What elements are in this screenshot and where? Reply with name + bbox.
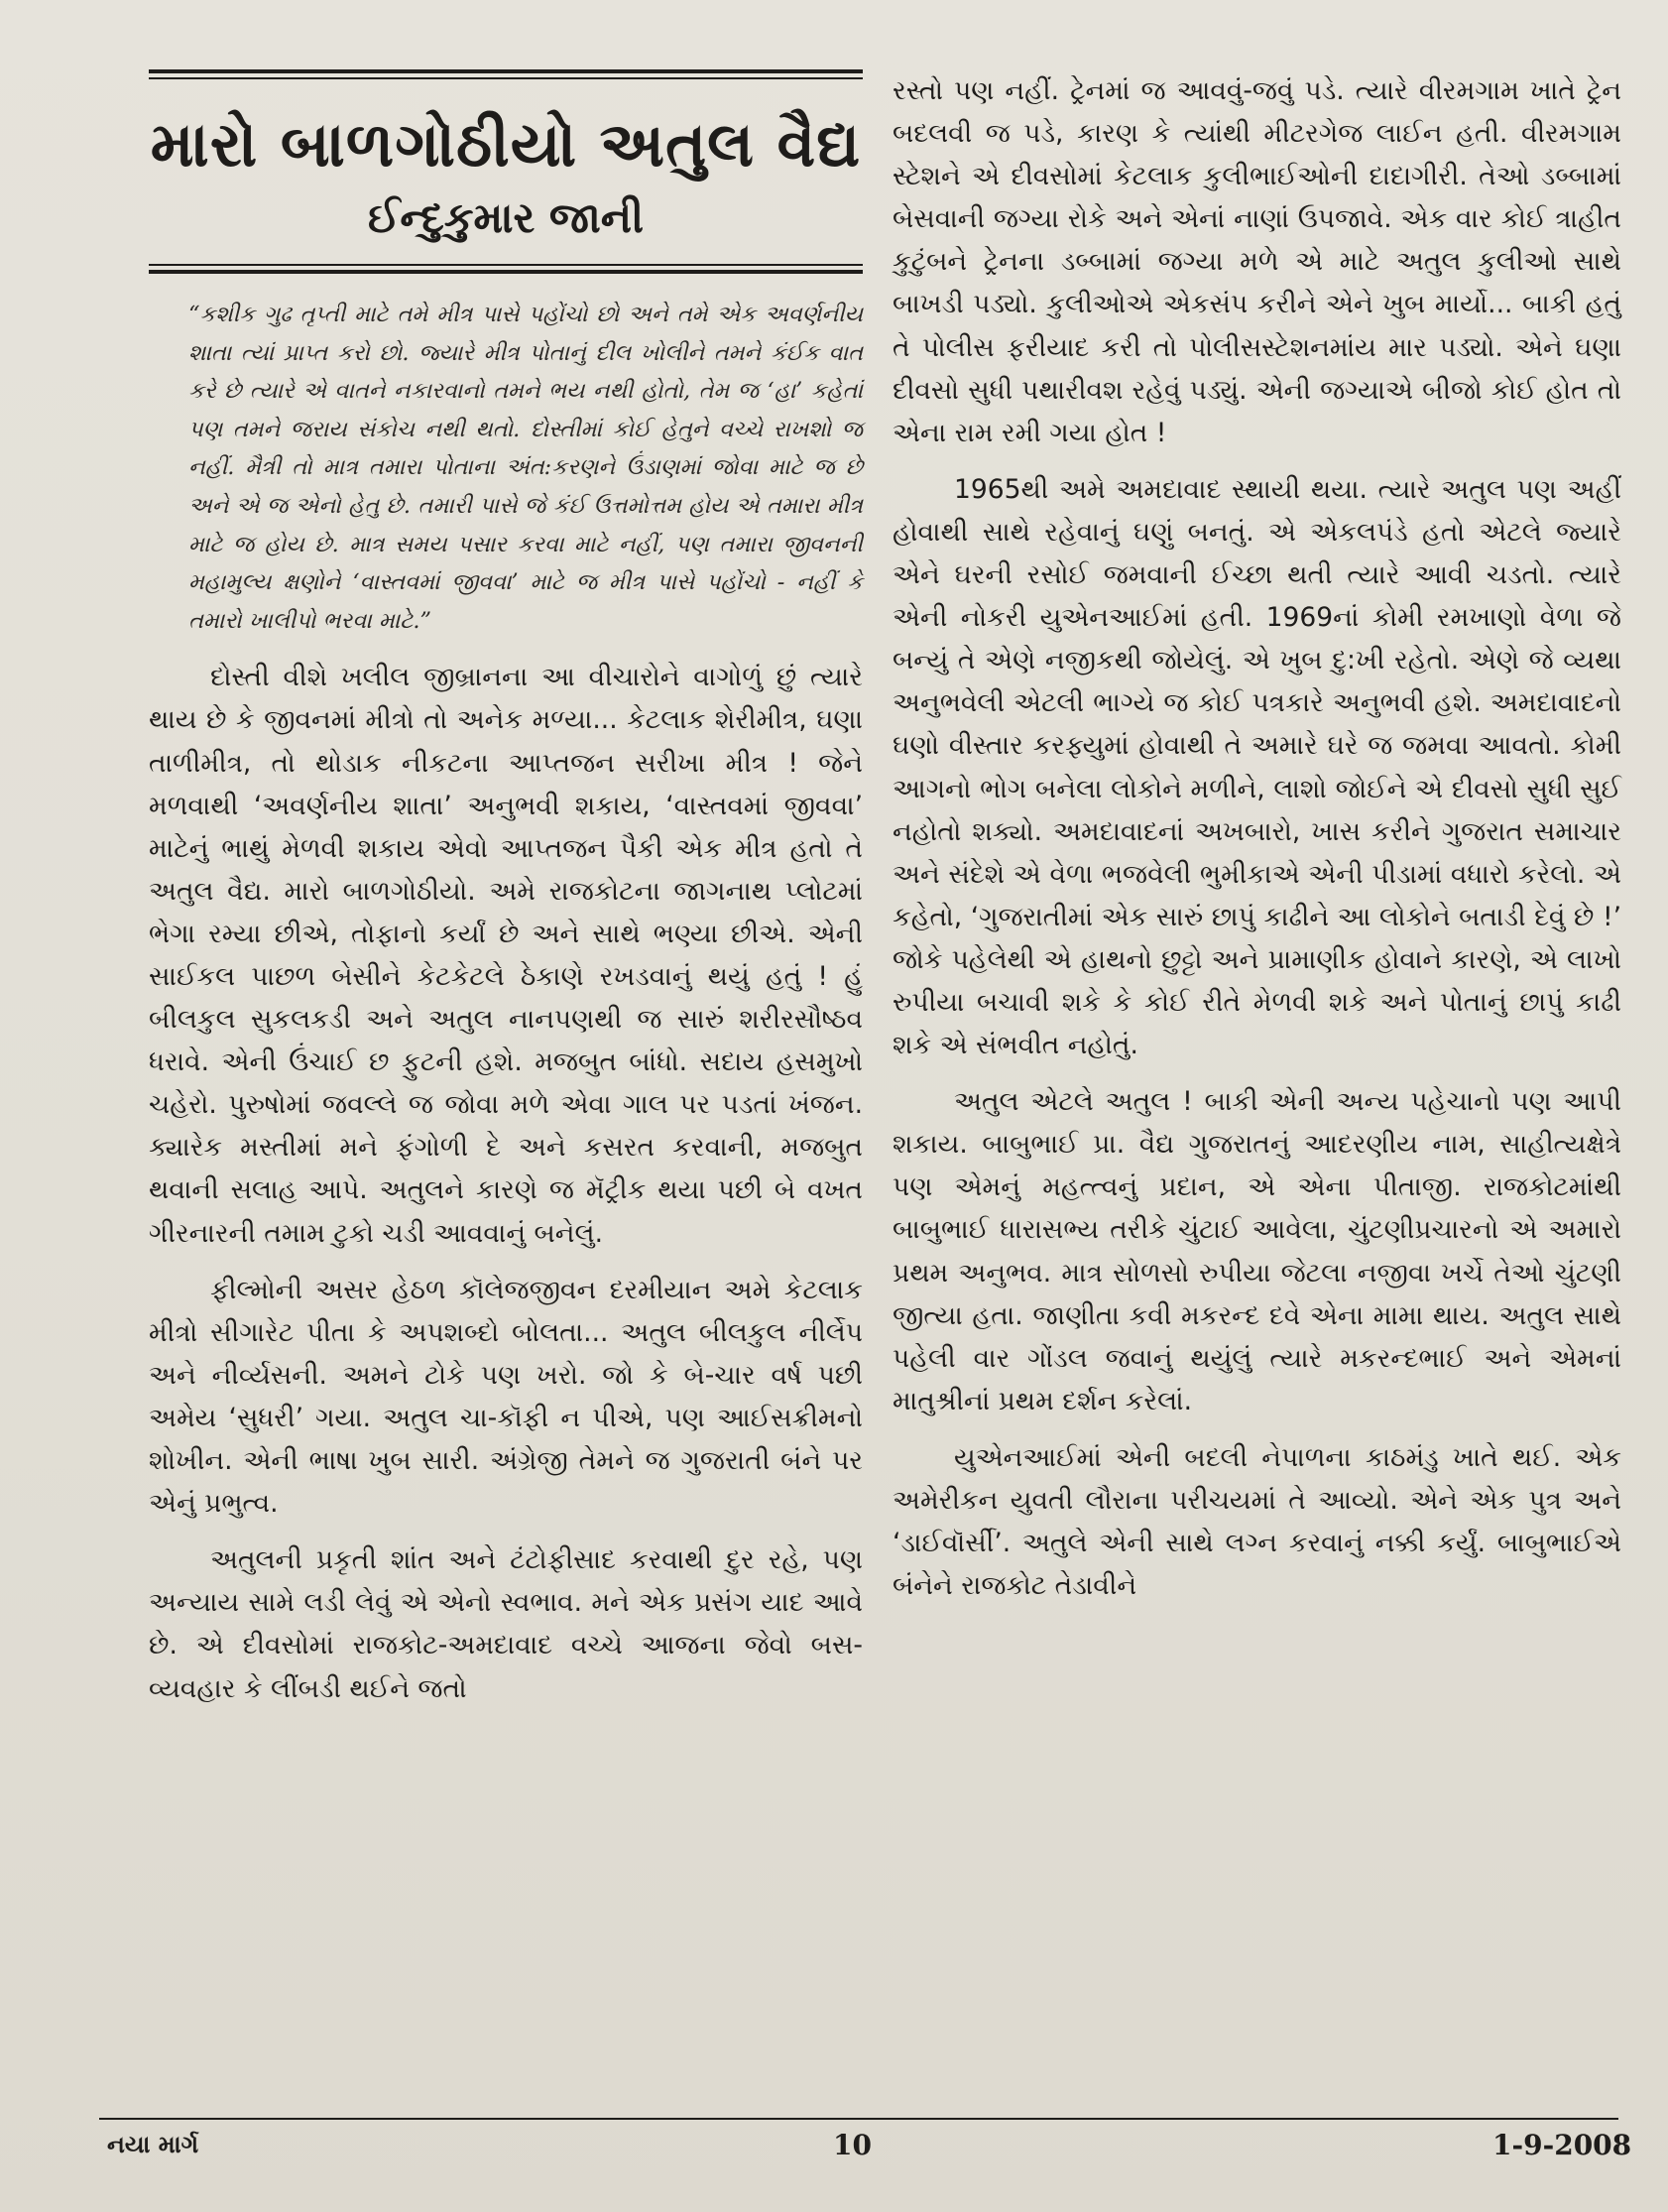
title-rule [149,270,863,274]
article-title: મારો બાળગોઠીયો અતુલ વૈદ્ય [150,108,862,181]
left-column [149,69,863,1724]
title-rule [149,264,863,266]
title-rule [149,77,863,79]
issue-date: 1-9-2008 [1492,2129,1632,2161]
body-paragraph: દોસ્તી વીશે ખલીલ જીબ્રાનના આ વીચારોને વાગોળું છું ત્યારે થાય છે કે જીવનમાં મીત્રો તો અનેક મળ્યા... કેટલાક શેરીમીત્ર, ઘણા તાળીમીત્ર, તો થોડાક નીકટના આપ્તજન સરીખા મીત્ર ! જેને મળવાથી ‘અવર્ણનીય શાતા’ અનુભવી શકાય, ‘વાસ્તવમાં જીવવા’ માટેનું ભાથું મેળવી શકાય એવો આપ્તજન પૈકી એક મીત્ર હતો તે અતુલ વૈદ્ય. મારો બાળગોઠીયો. અમે રાજકોટના જાગનાથ પ્લોટમાં ભેગા રમ્યા છીએ, તોફાનો કર્યાં છે અને સાથે ભણ્યા છીએ. એની સાઈકલ પાછળ બેસીને કેટકેટલે ઠેકાણે રખડવાનું થયું હતું ! હું બીલકુલ સુકલકડી અને અતુલ નાનપણથી જ સારું શરીરસૌષ્ઠવ ધરાવે. એની ઉંચાઈ છ ફુટની હશે. મજબુત બાંધો. સદાય હસમુખો ચહેરો. પુરુષોમાં જવલ્લે જ જોવા મળે એવા ગાલ પર પડતાં ખંજન. ક્યારેક મસ્તીમાં મને ફંગોળી દે અને કસરત કરવાની, મજબુત થવાની સલાહ આપે. અતુલને કારણે જ મૅટ્રીક થયા પછી બે વખત ગીરનારની તમામ ટુકો ચડી આવવાનું બનેલું. [149,662,863,1249]
footer-rule [99,2118,1618,2120]
body-paragraph: અતુલ એટલે અતુલ ! બાકી એની અન્ય પહેચાનો પણ આપી શકાય. બાબુભાઈ પ્રા. વૈદ્ય ગુજરાતનું આદરણીય નામ, સાહીત્યક્ષેત્રે પણ એમનું મહત્ત્વનું પ્રદાન, એ એના પીતાજી. રાજકોટમાંથી બાબુભાઈ ધારાસભ્ય તરીકે ચુંટાઈ આવેલા, ચુંટણીપ્રચારનો એ અમારો પ્રથમ અનુભવ. માત્ર સોળસો રુપીયા જેટલા નજીવા ખર્ચે તેઓ ચુંટણી જીત્યા હતા. જાણીતા કવી મકરન્દ દવે એના મામા થાય. અતુલ સાથે પહેલી વાર ગોંડલ જવાનું થયુંલું ત્યારે મકરન્દભાઈ અને એમનાં માતુશ્રીનાં પ્રથમ દર્શન કરેલાં. [893,1086,1621,1416]
page-number: 10 [833,2129,872,2161]
body-paragraph: 1965થી અમે અમદાવાદ સ્થાયી થયા. ત્યારે અતુલ પણ અહીં હોવાથી સાથે રહેવાનું ઘણું બનતું. એ એકલપંડે હતો એટલે જ્યારે એને ઘરની રસોઈ જમવાની ઈચ્છા થતી ત્યારે આવી ચડતો. ત્યારે એની નોકરી યુએનઆઈમાં હતી. 1969નાં કોમી રમખાણો વેળા જે બન્યું તે એણે નજીકથી જોયેલું. એ ખુબ દુ:ખી રહેતો. એણે જે વ્યથા અનુભવેલી એટલી ભાગ્યે જ કોઈ પત્રકારે અનુભવી હશે. અમદાવાદનો ઘણો વીસ્તાર કરફ્યુમાં હોવાથી તે અમારે ઘરે જ જમવા આવતો. કોમી આગનો ભોગ બનેલા લોકોને મળીને, લાશો જોઈને એ દીવસો સુધી સુઈ નહોતો શક્યો. અમદાવાદનાં અખબારો, ખાસ કરીને ગુજરાત સમાચાર અને સંદેશે એ વેળા ભજવેલી ભુમીકાએ એની પીડામાં વધારો કરેલો. એ કહેતો, ‘ગુજરાતીમાં એક સારું છાપું કાઢીને આ લોકોને બતાડી દેવું છે !’ જોકે પહેલેથી એ હાથનો છુટ્ટો અને પ્રામાણીક હોવાને કારણે, એ લાખો રુપીયા બચાવી શકે કે કોઈ રીતે મેળવી શકે અને પોતાનું છાપું કાઢી શકે એ સંભવીત નહોતું. [893,473,1621,1061]
title-block [149,69,863,278]
epigraph-quote: “કશીક ગુઢ તૃપ્તી માટે તમે મીત્ર પાસે પહોંચો છો અને તમે એક અવર્ણનીય શાતા ત્યાં પ્રાપ્ત કરો છો. જ્યારે મીત્ર પોતાનું દીલ ખોલીને તમને કંઈક વાત કરે છે ત્યારે એ વાતને નકારવાનો તમને ભય નથી હોતો, તેમ જ ‘હા’ કહેતાં પણ તમને જરાય સંકોચ નથી થતો. દોસ્તીમાં કોઈ હેતુને વચ્ચે રાખશો જ નહીં. મૈત્રી તો માત્ર તમારા પોતાના અંત:કરણને ઉંડાણમાં જોવા માટે જ છે અને એ જ એનો હેતુ છે. તમારી પાસે જે કંઈ ઉત્તમોત્તમ હોય એ તમારા મીત્ર માટે જ હોય છે. માત્ર સમય પસાર કરવા માટે નહીં, પણ તમારા જીવનની મહામુલ્ય ક્ષણોને ‘વાસ્તવમાં જીવવા’ માટે જ મીત્ર પાસે પહોંચો - નહીં કે તમારો ખાલીપો ભરવા માટે.” [188,302,863,634]
title-rule [149,69,863,73]
body-paragraph: યુએનઆઈમાં એની બદલી નેપાળના કાઠમંડુ ખાતે થઈ. એક અમેરીકન યુવતી લૌરાના પરીચયમાં તે આવ્યો. એને એક પુત્ર અને ‘ડાઈવૉર્સી’. અતુલે એની સાથે લગ્ન કરવાનું નક્કી કર્યું. બાબુભાઈએ બંનેને રાજકોટ તેડાવીને [893,1441,1621,1602]
body-paragraph: ફીલ્મોની અસર હેઠળ કૉલેજજીવન દરમીયાન અમે કેટલાક મીત્રો સીગારેટ પીતા કે અપશબ્દો બોલતા... અતુલ બીલકુલ નીર્લેપ અને નીર્વ્યસની. અમને ટોકે પણ ખરો. જો કે બે-ચાર વર્ષ પછી અમેય ‘સુધરી’ ગયા. અતુલ ચા-કૉફી ન પીએ, પણ આઈસક્રીમનો શોખીન. એની ભાષા ખુબ સારી. અંગ્રેજી તેમને જ ગુજરાતી બંને પર એનું પ્રભુત્વ. [149,1274,863,1520]
body-paragraph: રસ્તો પણ નહીં. ટ્રેનમાં જ આવવું-જવું પડે. ત્યારે વીરમગામ ખાતે ટ્રેન બદલવી જ પડે, કારણ કે ત્યાંથી મીટરગેજ લાઈન હતી. વીરમગામ સ્ટેશને એ દીવસોમાં કેટલાક કુલીભાઈઓની દાદાગીરી. તેઓ ડબ્બામાં બેસવાની જગ્યા રોકે અને એનાં નાણાં ઉપજાવે. એક વાર કોઈ ત્રાહીત કુટુંબને ટ્રેનના ડબ્બામાં જગ્યા મળે એ માટે અતુલ કુલીઓ સાથે બાખડી પડ્યો. કુલીઓએ એકસંપ કરીને એને ખુબ માર્યો... બાકી હતું તે પોલીસ ફરીયાદ કરી તો પોલીસસ્ટેશનમાંય માર પડ્યો. એને ઘણા દીવસો સુધી પથારીવશ રહેવું પડ્યું. એની જગ્યાએ બીજો કોઈ હોત તો એના રામ રમી ગયા હોત ! [893,75,1621,448]
magazine-name: નયા માર્ગ [107,2131,199,2158]
right-column [893,69,1621,1621]
body-paragraph: અતુલની પ્રકૃતી શાંત અને ટંટોફીસાદ કરવાથી દુર રહે, પણ અન્યાય સામે લડી લેવું એ એનો સ્વભાવ. મને એક પ્રસંગ યાદ આવે છે. એ દીવસોમાં રાજકોટ-અમદાવાદ વચ્ચે આજના જેવો બસ-વ્યવહાર કે લીંબડી થઈને જતો [149,1544,863,1704]
article-author: ઈન્દુકુમાર જાની [367,193,645,242]
